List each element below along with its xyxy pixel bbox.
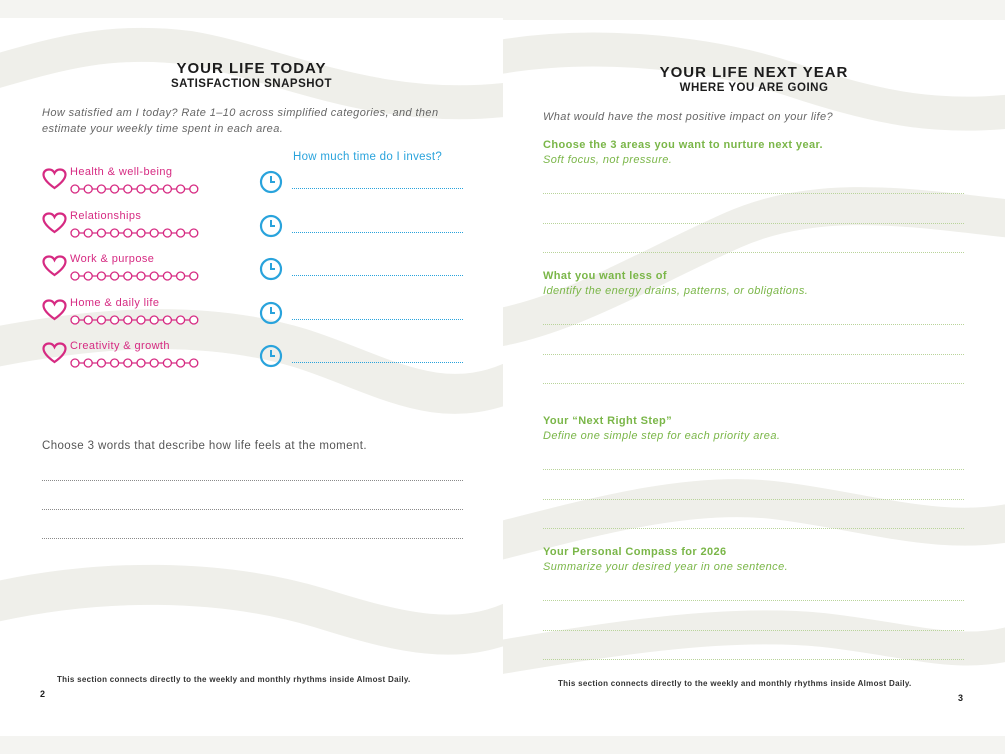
page-number: 3	[958, 693, 964, 703]
write-line[interactable]	[543, 659, 964, 660]
rating-scale	[70, 356, 215, 368]
rating-circle-4[interactable]	[111, 359, 119, 367]
page-title: YOUR LIFE TODAY	[176, 60, 327, 77]
intro-line: How satisfied am I today? Rate 1–10 across simplified categories, and then	[42, 107, 439, 119]
write-line[interactable]	[42, 538, 463, 539]
rating-circle-10[interactable]	[190, 185, 198, 193]
left-page	[0, 18, 503, 736]
section-subtitle: Summarize your desired year in one sentence.	[543, 561, 789, 573]
section-title: What you want less of	[543, 270, 667, 282]
intro-text: What would have the most positive impact on your life?	[543, 111, 834, 123]
rating-scale	[70, 313, 215, 325]
heart-icon	[42, 168, 67, 195]
rating-circle-7[interactable]	[150, 272, 158, 280]
rating-circle-7[interactable]	[150, 185, 158, 193]
footer-note: This section connects directly to the weekly and monthly rhythms inside Almost Daily.	[57, 675, 411, 684]
rating-circle-8[interactable]	[163, 359, 171, 367]
rating-scale	[70, 182, 215, 194]
clock-icon	[259, 344, 283, 373]
heart-icon	[42, 212, 67, 239]
rating-circle-3[interactable]	[97, 229, 105, 237]
write-line[interactable]	[543, 324, 964, 325]
write-line[interactable]	[543, 528, 964, 529]
rating-circle-3[interactable]	[97, 316, 105, 324]
write-line[interactable]	[543, 630, 964, 631]
rating-circle-8[interactable]	[163, 185, 171, 193]
section-subtitle: Define one simple step for each priority area.	[543, 430, 781, 442]
write-line[interactable]	[543, 383, 964, 384]
rating-circle-2[interactable]	[84, 185, 92, 193]
rating-circle-8[interactable]	[163, 272, 171, 280]
rating-circle-2[interactable]	[84, 229, 92, 237]
rating-scale	[70, 269, 215, 281]
rating-circle-9[interactable]	[177, 229, 185, 237]
rating-circle-6[interactable]	[137, 185, 145, 193]
rating-circle-4[interactable]	[111, 185, 119, 193]
section-title: Your “Next Right Step”	[543, 415, 672, 427]
category-label: Relationships	[70, 209, 142, 222]
rating-circle-3[interactable]	[97, 185, 105, 193]
footer-note: This section connects directly to the weekly and monthly rhythms inside Almost Daily.	[558, 679, 912, 688]
rating-circle-9[interactable]	[177, 272, 185, 280]
rating-circle-9[interactable]	[177, 316, 185, 324]
section-subtitle: Soft focus, not pressure.	[543, 154, 673, 166]
rating-circle-1[interactable]	[71, 359, 79, 367]
rating-circle-7[interactable]	[150, 359, 158, 367]
rating-circle-3[interactable]	[97, 359, 105, 367]
write-line[interactable]	[543, 469, 964, 470]
rating-circle-5[interactable]	[124, 229, 132, 237]
rating-circle-10[interactable]	[190, 229, 198, 237]
category-label: Home & daily life	[70, 296, 160, 309]
rating-circle-8[interactable]	[163, 229, 171, 237]
rating-circle-5[interactable]	[124, 316, 132, 324]
category-label: Work & purpose	[70, 253, 155, 265]
right-page	[503, 20, 1005, 736]
page-number: 2	[40, 689, 46, 699]
rating-circle-4[interactable]	[111, 272, 119, 280]
rating-circle-4[interactable]	[111, 316, 119, 324]
time-input-line[interactable]	[292, 362, 463, 363]
time-input-line[interactable]	[292, 319, 463, 320]
rating-circle-1[interactable]	[71, 185, 79, 193]
page-subtitle: WHERE YOU ARE GOING	[679, 82, 829, 94]
write-line[interactable]	[543, 193, 964, 194]
rating-circle-3[interactable]	[97, 272, 105, 280]
page-subtitle: SATISFACTION SNAPSHOT	[170, 78, 333, 90]
heart-icon	[42, 299, 67, 326]
time-input-line[interactable]	[292, 275, 463, 276]
write-line[interactable]	[543, 252, 964, 253]
rating-circle-2[interactable]	[84, 359, 92, 367]
rating-circle-7[interactable]	[150, 229, 158, 237]
time-input-line[interactable]	[292, 232, 463, 233]
time-input-line[interactable]	[292, 188, 463, 189]
rating-circle-6[interactable]	[137, 359, 145, 367]
section-subtitle: Identify the energy drains, patterns, or obligations.	[543, 285, 809, 297]
rating-circle-9[interactable]	[177, 185, 185, 193]
rating-circle-2[interactable]	[84, 272, 92, 280]
write-line[interactable]	[42, 480, 463, 481]
write-line[interactable]	[42, 509, 463, 510]
section-title: Your Personal Compass for 2026	[543, 546, 727, 558]
clock-icon	[259, 257, 283, 286]
category-label: Creativity & growth	[70, 340, 170, 352]
rating-circle-6[interactable]	[137, 272, 145, 280]
heart-icon	[42, 255, 67, 282]
page-title: YOUR LIFE NEXT YEAR	[659, 64, 849, 81]
rating-circle-5[interactable]	[124, 359, 132, 367]
rating-circle-1[interactable]	[71, 316, 79, 324]
clock-icon	[259, 301, 283, 330]
rating-circle-6[interactable]	[137, 229, 145, 237]
rating-circle-4[interactable]	[111, 229, 119, 237]
write-line[interactable]	[543, 354, 964, 355]
heart-icon	[42, 342, 67, 369]
rating-circle-1[interactable]	[71, 229, 79, 237]
rating-circle-1[interactable]	[71, 272, 79, 280]
category-label: Health & well-being	[70, 166, 173, 178]
rating-circle-10[interactable]	[190, 272, 198, 280]
rating-circle-5[interactable]	[124, 185, 132, 193]
time-header: How much time do I invest?	[293, 151, 443, 163]
rating-circle-8[interactable]	[163, 316, 171, 324]
rating-circle-2[interactable]	[84, 316, 92, 324]
rating-circle-9[interactable]	[177, 359, 185, 367]
rating-circle-6[interactable]	[137, 316, 145, 324]
rating-scale	[70, 226, 215, 238]
rating-circle-5[interactable]	[124, 272, 132, 280]
write-line[interactable]	[543, 600, 964, 601]
rating-circle-7[interactable]	[150, 316, 158, 324]
rating-circle-10[interactable]	[190, 316, 198, 324]
clock-icon	[259, 170, 283, 199]
rating-circle-10[interactable]	[190, 359, 198, 367]
write-line[interactable]	[543, 499, 964, 500]
clock-icon	[259, 214, 283, 243]
write-line[interactable]	[543, 223, 964, 224]
words-prompt: Choose 3 words that describe how life feels at the moment.	[42, 440, 367, 452]
section-title: Choose the 3 areas you want to nurture next year.	[543, 139, 824, 151]
intro-line: estimate your weekly time spent in each area.	[42, 123, 284, 135]
intro-text	[42, 105, 482, 137]
